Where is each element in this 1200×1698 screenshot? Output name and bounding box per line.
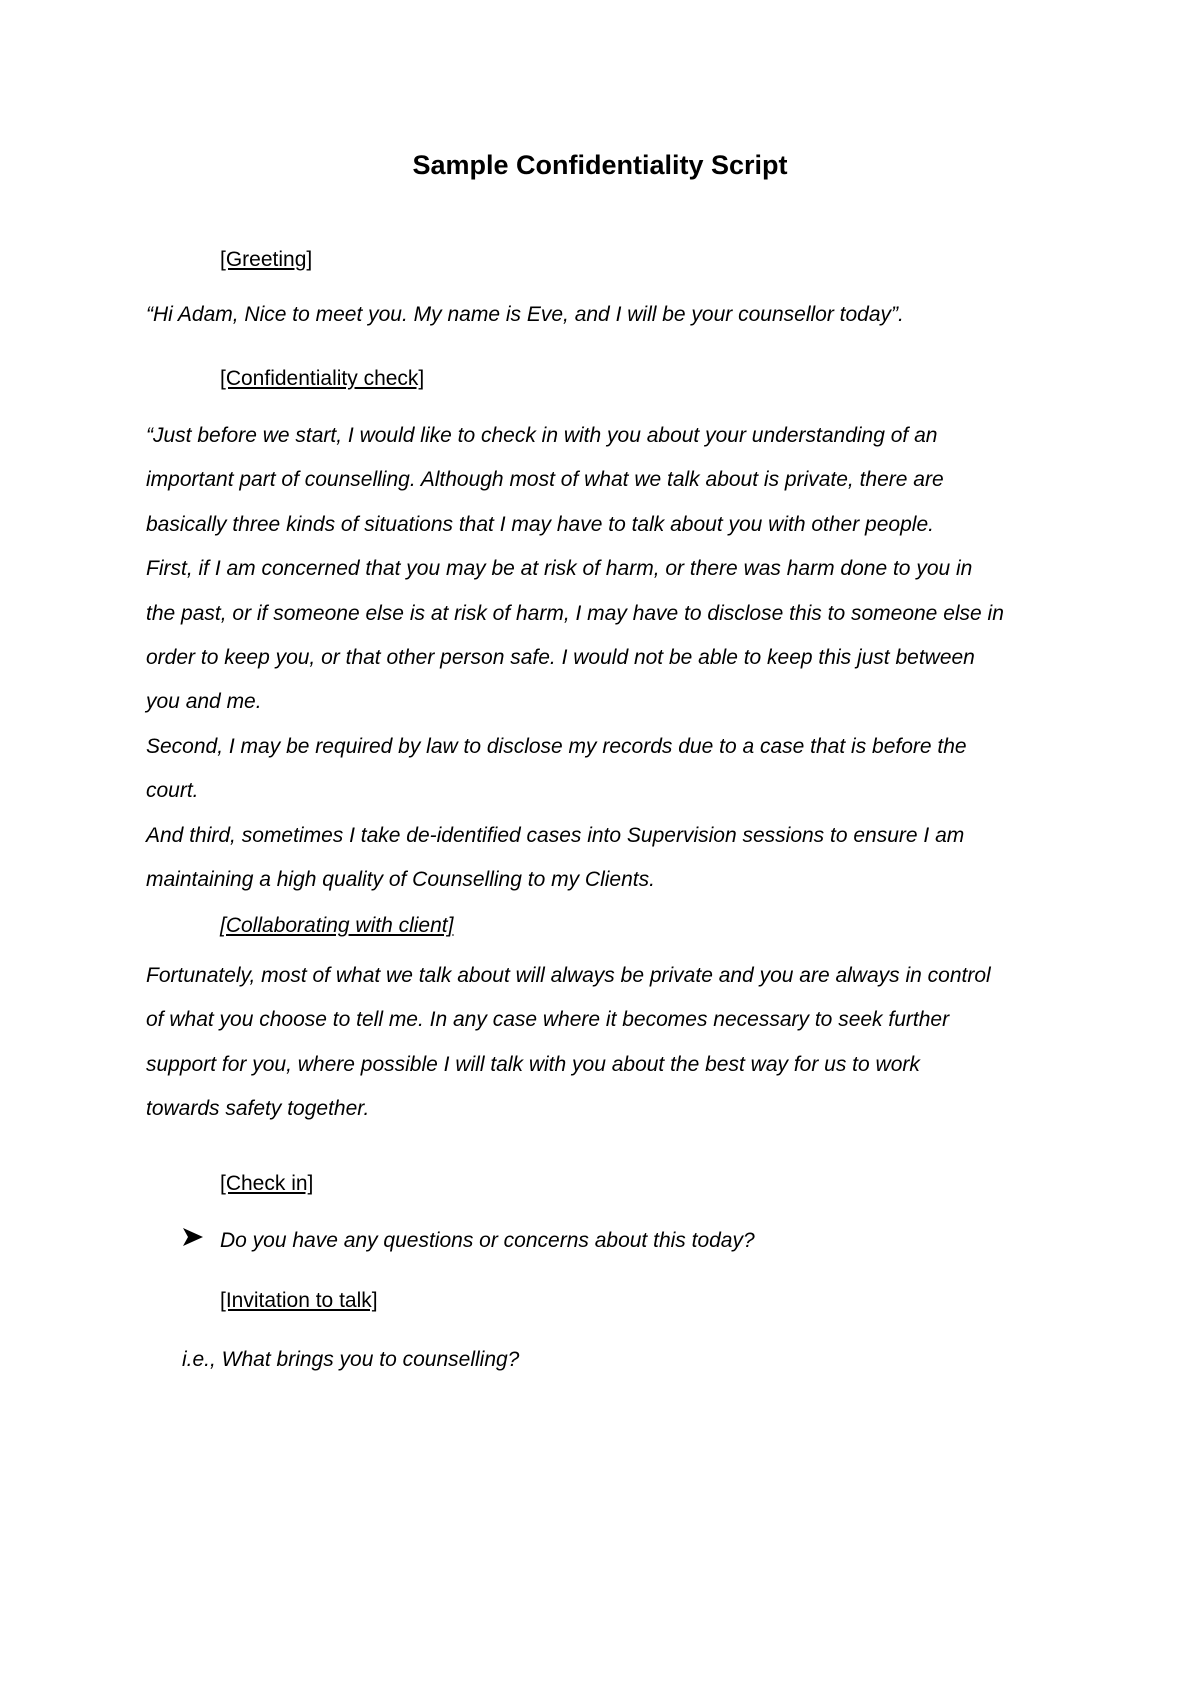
paragraph-line: support for you, where possible I will talk with you about the best way for us to work [146, 1052, 920, 1076]
paragraph-line: order to keep you, or that other person safe. I would not be able to keep this just between [146, 645, 975, 669]
paragraph-line: And third, sometimes I take de-identified cases into Supervision sessions to ensure I am [146, 823, 965, 847]
paragraph-line: basically three kinds of situations that I may have to talk about you with other people. [146, 512, 934, 536]
paragraph-line: the past, or if someone else is at risk of harm, I may have to disclose this to someone else in [146, 601, 1004, 625]
paragraph-line: Fortunately, most of what we talk about will always be private and you are always in control [146, 964, 991, 987]
paragraph-line: important part of counselling. Although most of what we talk about is private, there are [146, 468, 944, 492]
check-in-bullet [182, 1226, 755, 1257]
paragraph-line: “Just before we start, I would like to check in with you about your understanding of an [146, 424, 938, 447]
heading-collaborating: [Collaborating with client] [220, 914, 454, 937]
heading-confidentiality-check: [Confidentiality check] [220, 367, 425, 390]
heading-check-in: [Check in] [220, 1172, 314, 1195]
paragraph-line: court. [146, 779, 199, 803]
page-title: Sample Confidentiality Script [412, 150, 788, 180]
confidentiality-paragraph [146, 414, 1066, 902]
collaborating-paragraph [146, 954, 1066, 1132]
check-in-question: Do you have any questions or concerns about this today? [220, 1229, 755, 1252]
arrow-bullet-icon [182, 1226, 220, 1248]
paragraph-line: of what you choose to tell me. In any case where it becomes necessary to seek further [146, 1008, 950, 1032]
paragraph-line: First, if I am concerned that you may be at risk of harm, or there was harm done to you in [146, 557, 973, 581]
greeting-text: “Hi Adam, Nice to meet you. My name is Eve, and I will be your counsellor today”. [146, 303, 904, 326]
paragraph-line: maintaining a high quality of Counselling to my Clients. [146, 867, 655, 891]
heading-invitation: [Invitation to talk] [220, 1289, 378, 1312]
paragraph-line: Second, I may be required by law to disclose my records due to a case that is before the [146, 734, 967, 758]
paragraph-line: towards safety together. [146, 1097, 370, 1121]
paragraph-line: you and me. [146, 690, 262, 714]
invitation-text: i.e., What brings you to counselling? [182, 1348, 520, 1371]
heading-greeting: [Greeting] [220, 248, 313, 271]
